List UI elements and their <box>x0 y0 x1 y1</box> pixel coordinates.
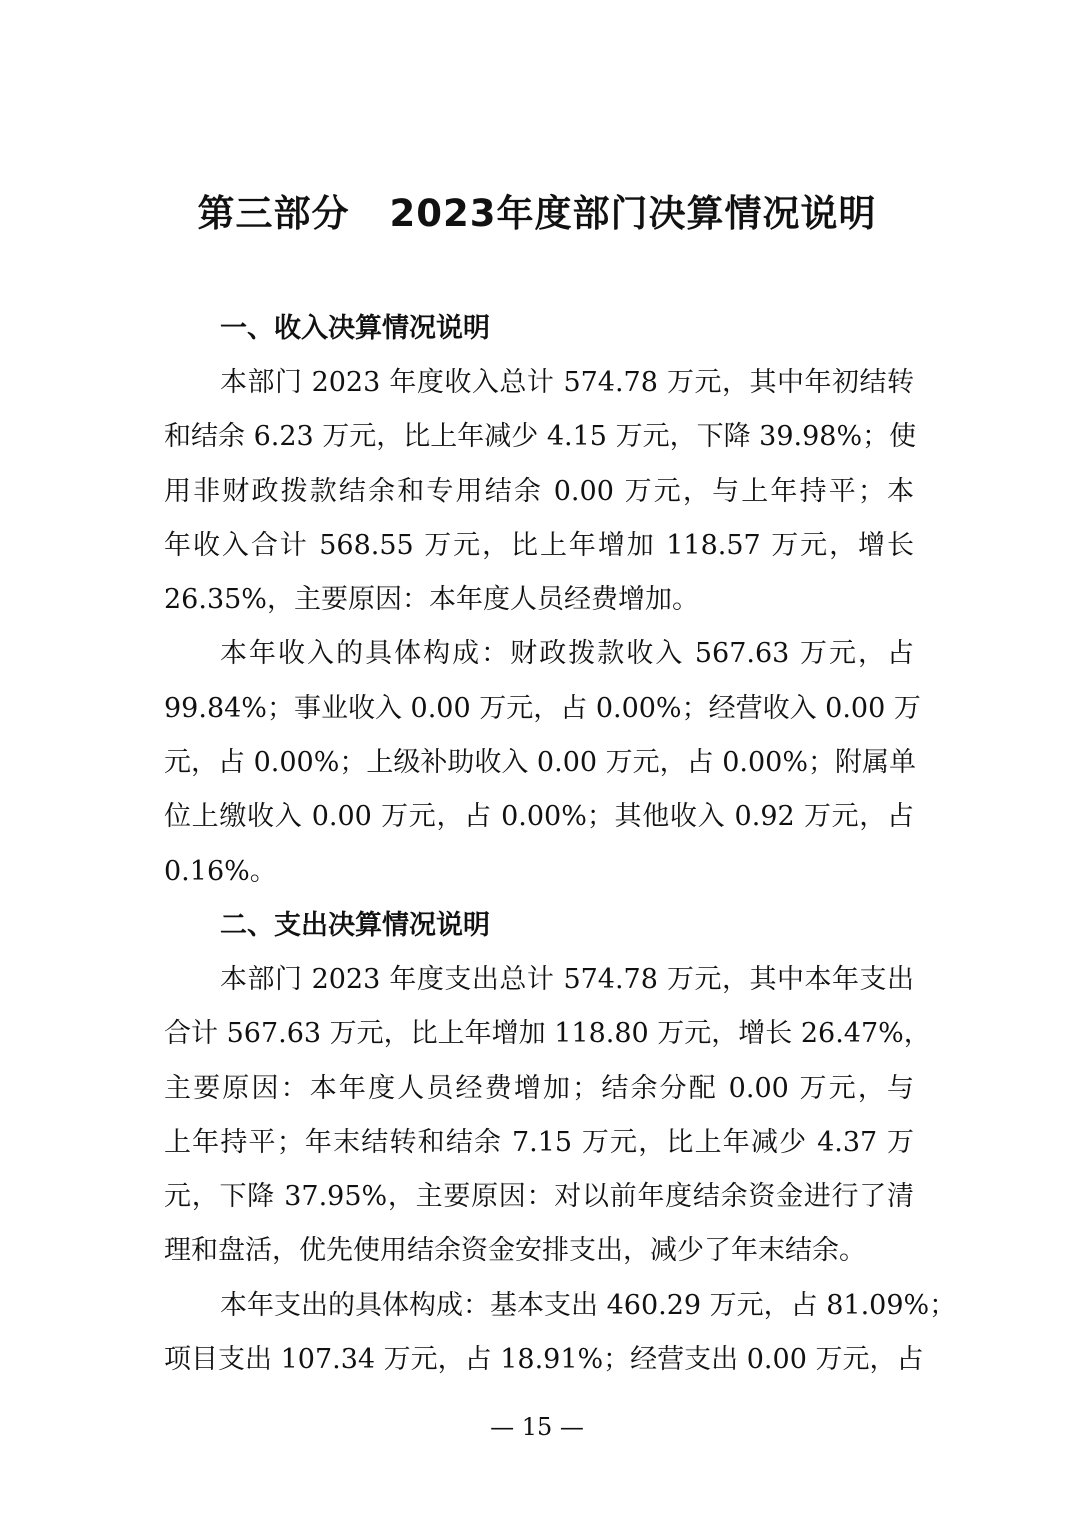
paragraph-line: 上年持平；年末结转和结余 7.15 万元，比上年减少 4.37 万 <box>164 1126 914 1158</box>
section-heading-income: 一、收入决算情况说明 <box>220 313 490 344</box>
paragraph-line: 年收入合计 568.55 万元，比上年增加 118.57 万元，增长 <box>164 529 914 561</box>
paragraph-line: 0.16%。 <box>164 855 277 887</box>
paragraph-line: 26.35%，主要原因：本年度人员经费增加。 <box>164 584 699 616</box>
expenditure-composition-paragraph <box>164 1279 957 1388</box>
paragraph-line: 本年支出的具体构成：基本支出 460.29 万元，占 81.09%； <box>220 1289 957 1321</box>
income-summary-paragraph <box>164 356 917 627</box>
paragraph-line: 位上缴收入 0.00 万元，占 0.00%；其他收入 0.92 万元，占 <box>164 801 914 833</box>
paragraph-line: 本部门 2023 年度支出总计 574.78 万元，其中本年支出 <box>220 963 914 995</box>
paragraph-line: 元，下降 37.95%，主要原因：对以前年度结余资金进行了清 <box>164 1181 914 1213</box>
paragraph-line: 本年收入的具体构成：财政拨款收入 567.63 万元，占 <box>220 638 914 670</box>
title-main: 2023年度部门决算情况说明 <box>389 192 877 235</box>
paragraph-line: 理和盘活，优先使用结余资金安排支出，减少了年末结余。 <box>164 1235 866 1267</box>
paragraph-line: 元，占 0.00%；上级补助收入 0.00 万元，占 0.00%；附属单 <box>164 747 916 779</box>
paragraph-line: 和结余 6.23 万元，比上年减少 4.15 万元，下降 39.98%；使 <box>164 421 917 453</box>
title-part: 第三部分 <box>197 192 350 235</box>
paragraph-line: 项目支出 107.34 万元，占 18.91%；经营支出 0.00 万元，占 <box>164 1344 924 1376</box>
paragraph-line: 用非财政拨款结余和专用结余 0.00 万元，与上年持平；本 <box>164 475 914 507</box>
document-body <box>164 302 957 1387</box>
income-composition-paragraph <box>164 627 921 898</box>
paragraph-line: 本部门 2023 年度收入总计 574.78 万元，其中年初结转 <box>220 367 914 398</box>
paragraph-line: 主要原因：本年度人员经费增加；结余分配 0.00 万元，与 <box>164 1072 914 1104</box>
paragraph-line: 99.84%；事业收入 0.00 万元，占 0.00%；经营收入 0.00 万 <box>164 692 921 724</box>
page-number: — 15 — <box>490 1413 584 1441</box>
paragraph-line: 合计 567.63 万元，比上年增加 118.80 万元，增长 26.47%， <box>164 1018 931 1050</box>
page-title <box>0 186 1074 242</box>
section-heading-expenditure: 二、支出决算情况说明 <box>220 909 490 941</box>
expenditure-summary-paragraph <box>164 953 931 1279</box>
